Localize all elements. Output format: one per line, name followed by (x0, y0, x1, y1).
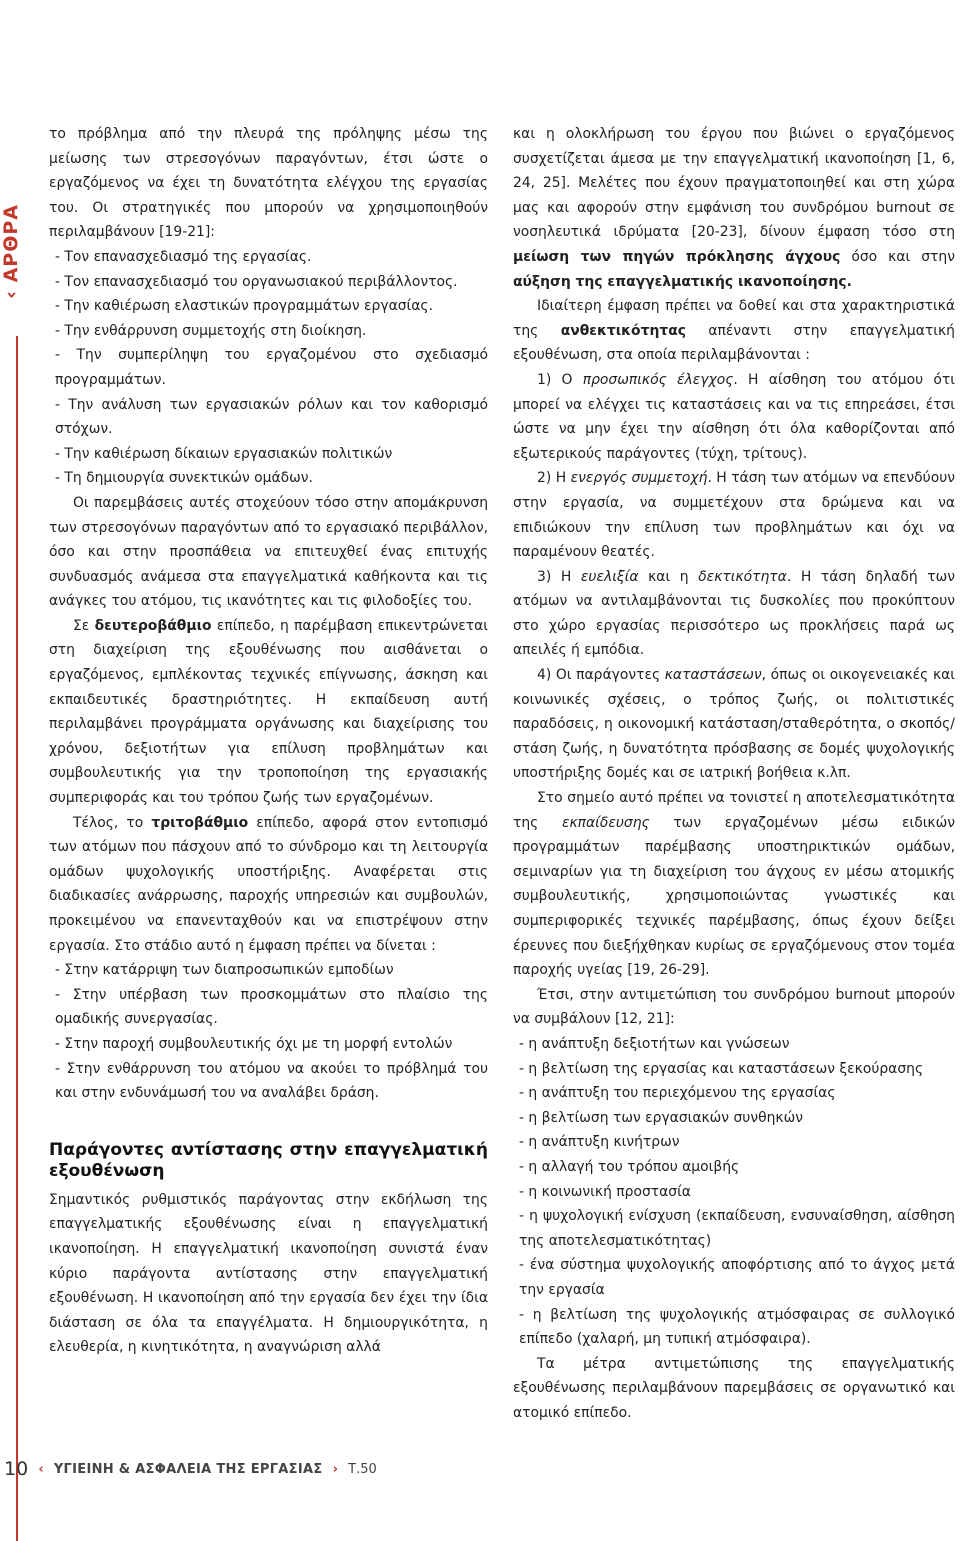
text-run: . Η αίσθηση του ατόμου ότι μπορεί να ελέγχει τις καταστάσεις και να τις επηρεάσει, έτσι ώστε να μην έχει την αίσθηση ότι όλα καθορίζονται από εξωτερικούς παράγοντες (τύχη, τρίτους). (513, 371, 955, 462)
italic-text: δεκτικότητα (698, 568, 787, 585)
list-item: - Την ενθάρρυνση συμμετοχής στη διοίκηση. (55, 322, 367, 339)
section-title: ‹ ΑΡΘΡΑ (0, 204, 22, 299)
text-run: επίπεδο, αφορά στον εντοπισμό των ατόμων που πάσχουν από το σύνδρομο και τη λειτουργία ομάδων ψυχολογικής υποστήριξης. Αναφέρεται στις διαδικασίες ανάρρωσης, παροχής υπηρεσιών και συμβουλών, προκειμένου να επανενταχθούν και να επιστρέψουν στην εργασία. Στο στάδιο αυτό η έμφαση πρέπει να δίνεται : (49, 814, 488, 954)
list-item: - η ανάπτυξη δεξιοτήτων και γνώσεων (519, 1035, 790, 1052)
paragraph (513, 786, 955, 983)
italic-text: ενεργός συμμετοχή (570, 470, 708, 487)
chevron-right-icon: › (332, 1462, 339, 1477)
list-item: - Στην κατάρριψη των διαπροσωπικών εμποδίων (55, 962, 394, 979)
list-item: - η ανάπτυξη κινήτρων (519, 1134, 680, 1151)
list-item: - Στην παροχή συμβουλευτικής όχι με τη μορφή εντολών (55, 1035, 453, 1052)
list-item: - Στην ενθάρρυνση του ατόμου να ακούει το πρόβλημά του και στην ενδυνάμωσή του να αναλάβει δράση. (55, 1060, 488, 1102)
paragraph (513, 368, 955, 466)
text-run: και η ολοκλήρωση του έργου που βιώνει ο εργαζόμενος συσχετίζεται άμεσα με την επαγγελματική ικανοποίηση [1, 6, 24, 25]. Μελέτες που έχουν πραγματοποιηθεί και στη χώρα μας και αφορούν στην εμφάνιση του συνδρόμου burnout σε νοσηλευτικά ιδρύματα [20-23], δίνουν έμφαση τόσο στη (513, 126, 955, 241)
magazine-title: ΥΓΙΕΙΝΗ & ΑΣΦΑΛΕΙΑ ΤΗΣ ΕΡΓΑΣΙΑΣ (53, 1462, 323, 1477)
italic-text: ευελιξία (580, 568, 639, 585)
section-divider (16, 336, 18, 1541)
issue-number: Τ.50 (348, 1462, 377, 1477)
bold-text: ανθεκτικότητας (560, 322, 686, 339)
list-item: - η κοινωνική προστασία (519, 1183, 691, 1200)
list-item: - η βελτίωση των εργασιακών συνθηκών (519, 1109, 803, 1126)
paragraph (49, 614, 488, 811)
chevron-left-icon: ‹ (38, 1462, 44, 1477)
list-item: - Την ανάλυση των εργασιακών ρόλων και τον καθορισμό στόχων. (55, 396, 488, 438)
italic-text: καταστάσεων (664, 667, 762, 684)
text-run: Ιδιαίτερη έμφαση πρέπει να δοθεί και στα χαρακτηριστικά της (513, 298, 955, 339)
page-number: 10 (4, 1458, 29, 1480)
paragraph: Οι παρεμβάσεις αυτές στοχεύουν τόσο στην απομάκρυνση των στρεσογόνων παραγόντων από το εργασιακό περιβάλλον, όσο και στην προσπάθεια να επιτευχθεί ένας επιτυχής συνδυασμός ανάμεσα στα επαγγελματικά καθήκοντα και τις ανάγκες του ατόμου, τις ικανότητες και τις φιλοδοξίες του. (49, 494, 488, 610)
section-sidebar (0, 96, 26, 1446)
section-chevron-icon: ‹ (0, 290, 22, 299)
paragraph: το πρόβλημα από την πλευρά της πρόληψης μέσω της μείωσης των στρεσογόνων παραγόντων, έτσι ώστε ο εργαζόμενος να έχει τη δυνατότητα ελέγχου της εργασίας του. Οι στρατηγικές που μπορούν να χρησιμοποιηθούν περιλαμβάνουν [19-21]: (49, 126, 488, 241)
text-run: όσο και στην (840, 248, 955, 265)
text-run: Σε (73, 617, 95, 634)
page-footer (4, 1458, 377, 1480)
section-heading: Παράγοντες αντίστασης στην επαγγελματική εξουθένωση (49, 1139, 488, 1181)
paragraph: Σημαντικός ρυθμιστικός παράγοντας στην εκδήλωση της επαγγελματικής εξουθένωσης είναι η επαγγελματική ικανοποίηση. Η επαγγελματική ικανοποίηση συνιστά έναν κύριο παράγοντα αντίστασης στην επαγγελματική εξουθένωση. Η ικανοποίηση από την εργασία δεν έχει την ίδια διάσταση σε όλα τα επαγγέλματα. Η δημιουργικότητα, η ελευθερία, η κινητικότητα, η αναγνώριση αλλά (49, 1191, 488, 1356)
italic-text: προσωπικός έλεγχος (582, 371, 734, 388)
list-item: - Τον επανασχεδιασμό της εργασίας. (55, 248, 312, 265)
bold-text: μείωση των πηγών πρόκλησης άγχους (513, 248, 841, 265)
text-run: απέναντι στην επαγγελματική εξουθένωση, στα οποία περιλαμβάνονται : (513, 322, 955, 364)
left-column (49, 122, 488, 1360)
list-item: - η βελτίωση της εργασίας και καταστάσεων ξεκούρασης (519, 1060, 924, 1077)
text-run: , όπως οι οικογενειακές και κοινωνικές σχέσεις, ο τρόπος ζωής, οι πολιτιστικές παραδόσεις, η οικονομική κατάσταση/σταθερότητα, ο σκοπός/στάση ζωής, η δυνατότητα πρόσβασης σε δομές ψυχολογικής υποστήριξης δομές και σε ιατρική βοήθεια κ.λπ. (513, 667, 955, 782)
list-item: - Τη δημιουργία συνεκτικών ομάδων. (55, 470, 313, 487)
paragraph (513, 466, 955, 564)
right-column (513, 122, 955, 1425)
paragraph (513, 663, 955, 786)
list-item: - Την καθιέρωση ελαστικών προγραμμάτων εργασίας. (55, 298, 433, 315)
list-item: - Τον επανασχεδιασμό του οργανωσιακού περιβάλλοντος. (55, 273, 458, 290)
list-item: - ένα σύστημα ψυχολογικής αποφόρτισης από το άγχος μετά την εργασία (519, 1257, 955, 1298)
paragraph (513, 122, 955, 294)
list-item: - Στην υπέρβαση των προσκομμάτων στο πλαίσιο της ομαδικής συνεργασίας. (55, 986, 488, 1028)
bold-text: αύξηση της επαγγελματικής ικανοποίησης. (513, 273, 852, 290)
list-item: - η βελτίωση της ψυχολογικής ατμόσφαιρας σε συλλογικό επίπεδο (χαλαρή, μη τυπική ατμόσφαιρα). (519, 1306, 955, 1348)
text-run: επίπεδο, η παρέμβαση επικεντρώνεται στη διαχείριση της εξουθένωσης που αισθάνεται ο εργαζόμενος, εμπλέκοντας τεχνικές επίγνωσης, άσκηση και εκπαιδευτικές δραστηριότητες. Η εκπαίδευση αυτή περιλαμβάνει προγράμματα οργάνωσης και διαχείρισης του χρόνου, δεξιοτήτων για επίλυση προβλημάτων και συμβουλευτικής για την τροποποίηση της εργασιακής συμπεριφοράς και του τρόπου ζωής των εργαζομένων. (49, 617, 488, 807)
section-label (0, 204, 26, 328)
list-item: - η ψυχολογική ενίσχυση (εκπαίδευση, ενσυναίσθηση, αίσθηση της αποτελεσματικότητας) (519, 1208, 955, 1249)
paragraph: Τα μέτρα αντιμετώπισης της επαγγελματικής εξουθένωσης περιλαμβάνουν παρεμβάσεις σε οργανωτικό και ατομικό επίπεδο. (513, 1355, 955, 1421)
text-run: και η (638, 568, 699, 585)
bold-text: δευτεροβάθμιο (94, 617, 212, 634)
text-run: 1) Ο (537, 371, 583, 388)
paragraph (49, 811, 488, 959)
text-run: των εργαζομένων μέσω ειδικών προγραμμάτων παρέμβασης υποστηρικτικών ομάδων, σεμιναρίων για τη διαχείριση του άγχους εν μέσω ατομικής συμβουλευτικής, χρησιμοποιώντας γνωστικές και συμπεριφορικές τεχνικές παρέμβασης, όπως έχουν δείξει έρευνες που διεξήχθηκαν κυρίως σε εργαζόμενους στον τομέα παροχής υγείας [19, 26-29]. (513, 814, 955, 979)
list-item: - η αλλαγή του τρόπου αμοιβής (519, 1158, 740, 1175)
text-run: Στο σημείο αυτό πρέπει να τονιστεί η αποτελεσματικότητα της (513, 790, 955, 831)
text-run: Τέλος, το (73, 814, 152, 831)
text-run: . Η τάση των ατόμων να επενδύουν στην εργασία, να συμμετέχουν στα δρώμενα και να επιδιώκουν την επίλυση των προβλημάτων και όχι να παραμένουν θεατές. (513, 470, 955, 561)
list-item: - η ανάπτυξη του περιεχόμενου της εργασίας (519, 1085, 836, 1102)
paragraph: Έτσι, στην αντιμετώπιση του συνδρόμου burnout μπορούν να συμβάλουν [12, 21]: (513, 986, 955, 1028)
text-run: 3) Η (537, 568, 581, 585)
paragraph (513, 565, 955, 663)
bold-text: τριτοβάθμιο (151, 814, 249, 831)
text-run: 2) Η (537, 470, 571, 487)
italic-text: εκπαίδευσης (561, 814, 650, 831)
paragraph (513, 294, 955, 368)
list-item: - Την καθιέρωση δίκαιων εργασιακών πολιτικών (55, 445, 393, 462)
text-run: . Η τάση δηλαδή των ατόμων να αντιλαμβάνονται τις δυσκολίες που προκύπτουν στο χώρο εργασίας περισσότερο ως προκλήσεις παρά ως απειλές ή εμπόδια. (513, 568, 955, 659)
list-item: - Την συμπερίληψη του εργαζομένου στο σχεδιασμό προγραμμάτων. (55, 347, 488, 388)
text-run: 4) Οι παράγοντες (537, 667, 665, 684)
